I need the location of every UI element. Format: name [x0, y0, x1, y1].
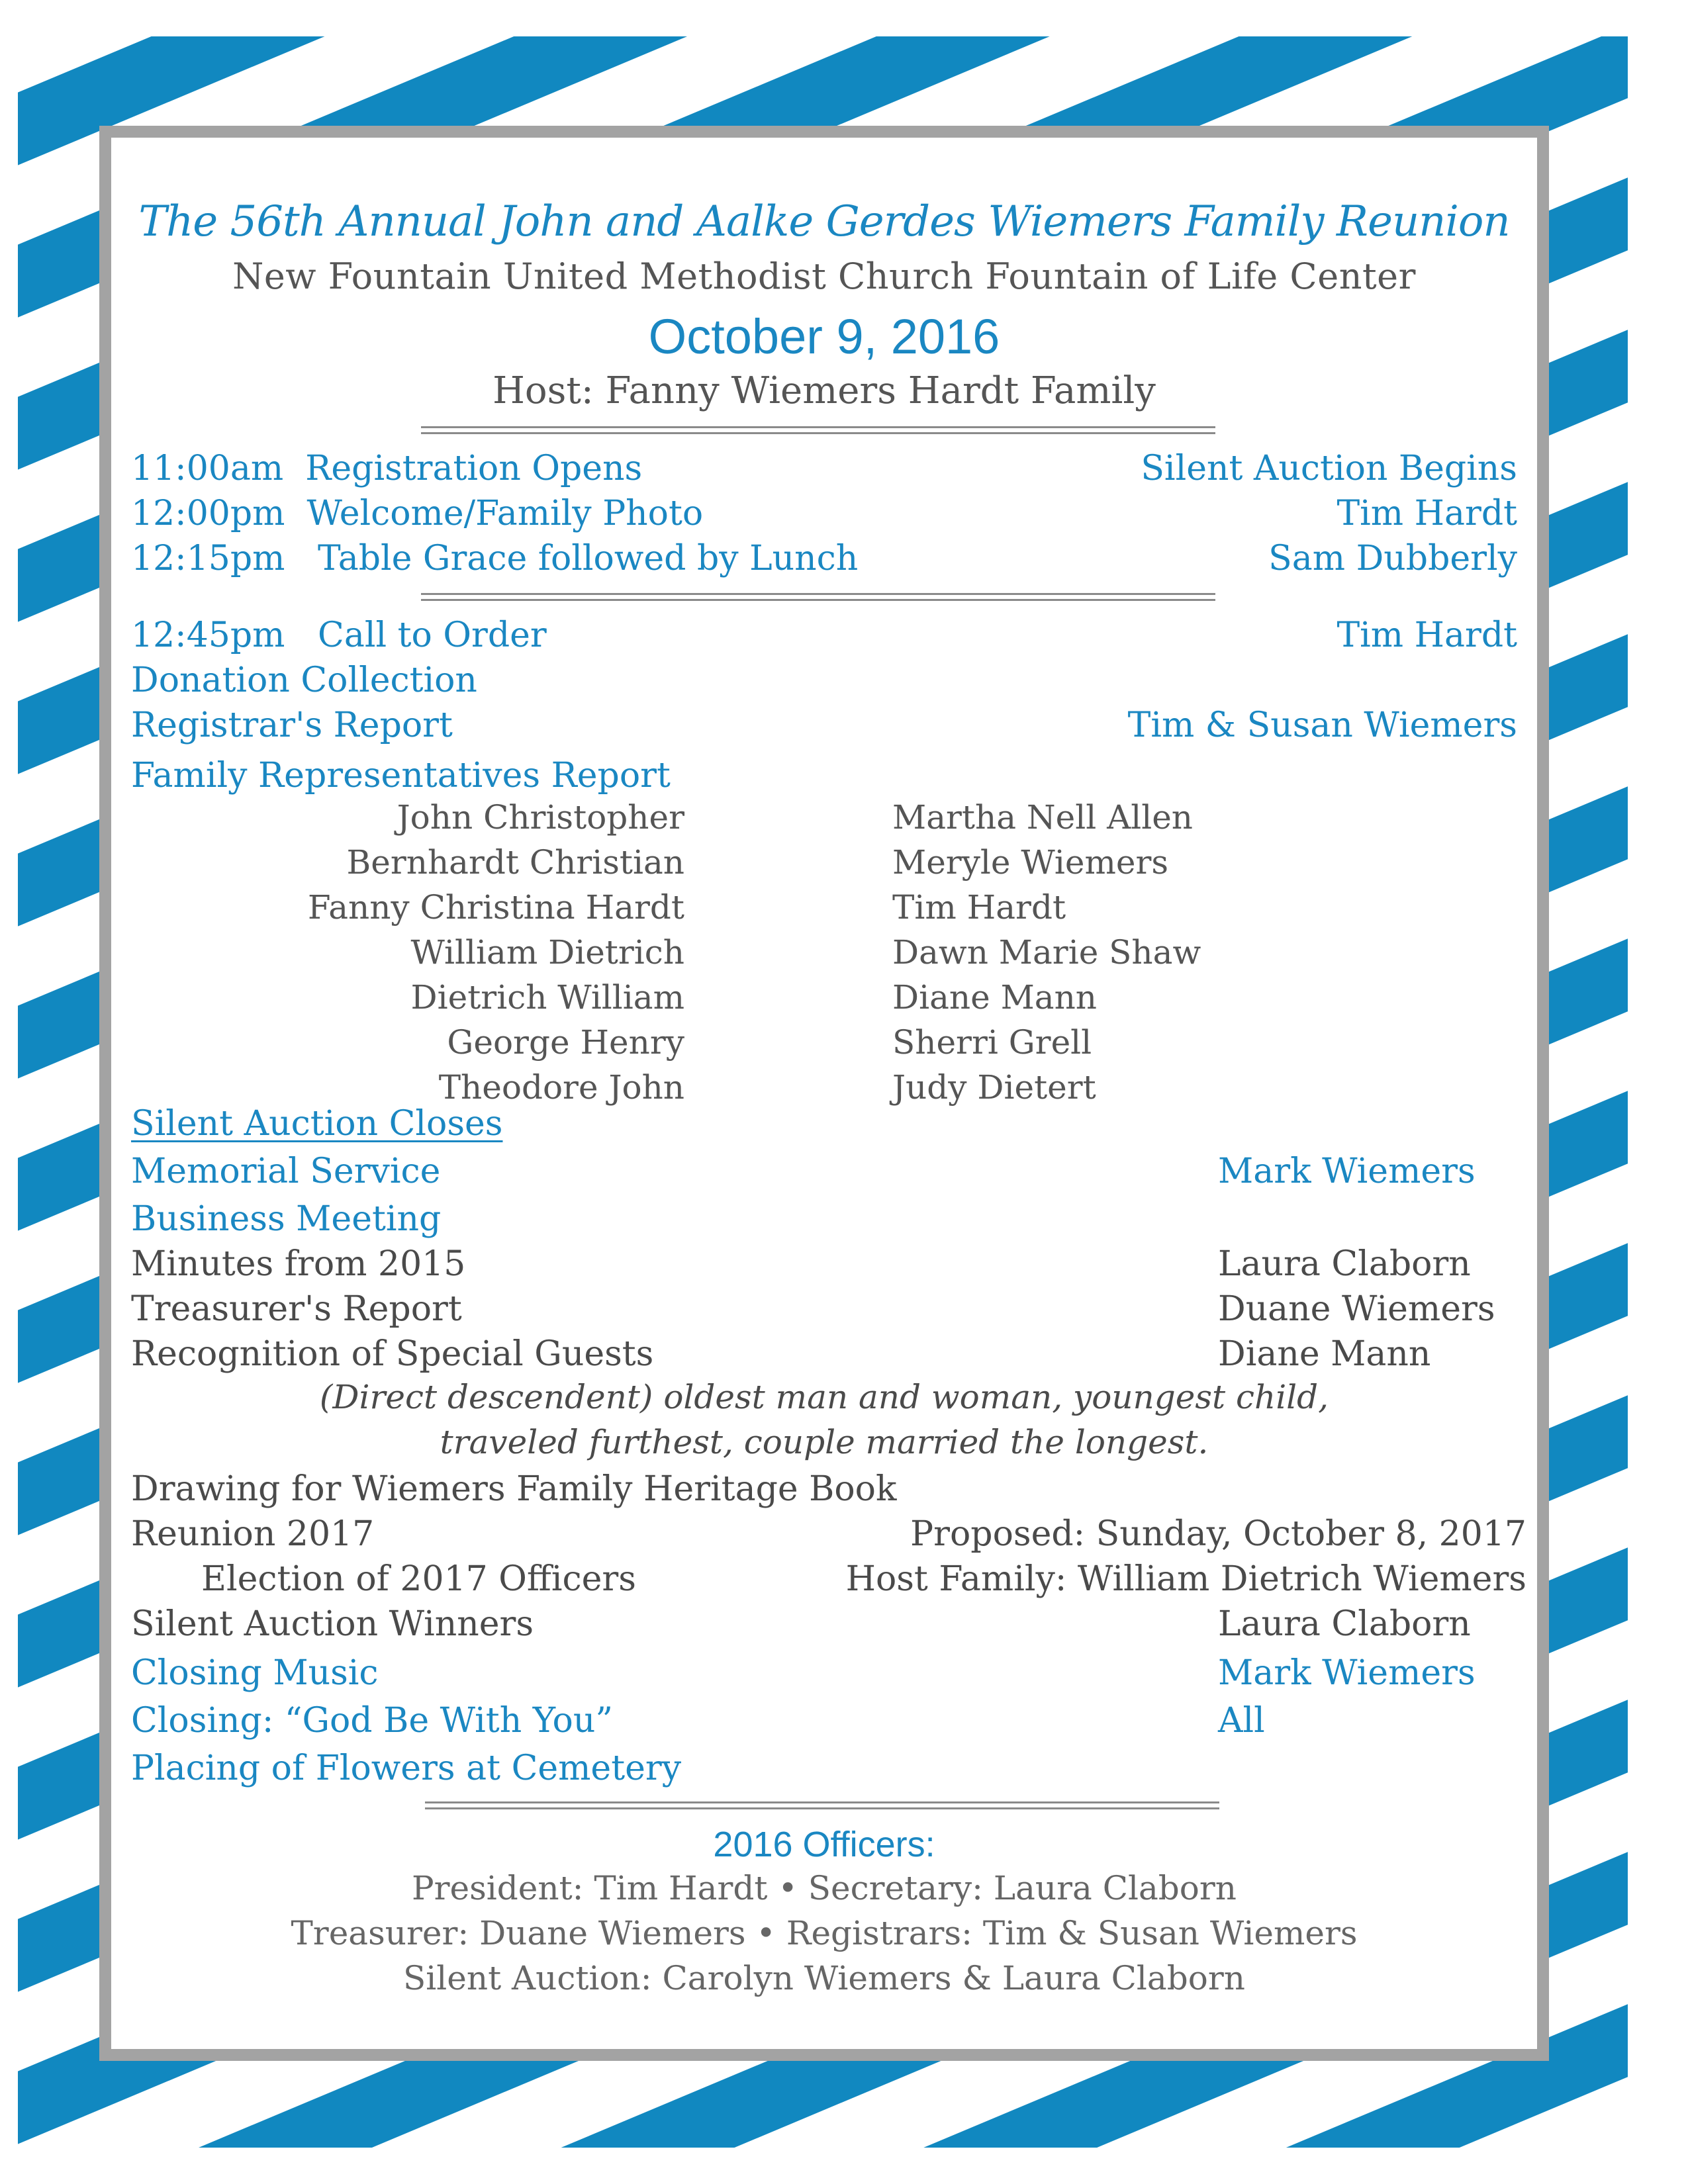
- schedule-row: [111, 494, 1537, 537]
- schedule-person: Sam Dubberly: [1268, 539, 1517, 578]
- schedule-row: [111, 449, 1537, 492]
- program-item: Recognition of Special Guests: [131, 1334, 654, 1374]
- program-item: 12:45pm Call to Order: [131, 615, 547, 655]
- family-representative-name: Judy Dietert: [892, 1068, 1096, 1107]
- family-representative-name: Meryle Wiemers: [892, 843, 1169, 882]
- officers-line: Silent Auction: Carolyn Wiemers & Laura Claborn: [403, 1959, 1245, 1997]
- family-branch-name: Dietrich William: [410, 978, 684, 1017]
- program-row: [111, 1104, 1537, 1148]
- program-row: [111, 756, 1537, 799]
- program-row: [111, 1653, 1537, 1697]
- family-branch-name: William Dietrich: [410, 933, 684, 972]
- officers-heading: 2016 Officers:: [713, 1825, 935, 1864]
- program-person: All: [1218, 1701, 1265, 1741]
- program-person: Mark Wiemers: [1218, 1653, 1476, 1693]
- family-branch-name: Theodore John: [438, 1068, 684, 1107]
- family-representative-name: Dawn Marie Shaw: [892, 933, 1201, 972]
- family-representative-name: Diane Mann: [892, 978, 1097, 1017]
- program-row: [111, 1469, 1537, 1513]
- officers-line: Treasurer: Duane Wiemers • Registrars: Tim & Susan Wiemers: [291, 1914, 1358, 1952]
- program-person: Mark Wiemers: [1218, 1152, 1476, 1191]
- program-row: [111, 705, 1537, 749]
- program-person: Duane Wiemers: [1218, 1289, 1495, 1329]
- family-branch-name: George Henry: [447, 1023, 684, 1062]
- program-person: Tim Hardt: [1336, 615, 1517, 655]
- program-row: [111, 1199, 1537, 1243]
- program-item: Election of 2017 Officers: [201, 1559, 636, 1599]
- program-person: Tim & Susan Wiemers: [1127, 705, 1517, 745]
- family-representative-name: Tim Hardt: [892, 888, 1066, 927]
- section-heading: Family Representatives Report: [131, 756, 671, 796]
- recognition-note: (Direct descendent) oldest man and woman, youngest child,: [319, 1378, 1329, 1416]
- program-item: Closing Music: [131, 1653, 379, 1693]
- family-branch-name: Fanny Christina Hardt: [307, 888, 684, 927]
- venue-line: New Fountain United Methodist Church Fountain of Life Center: [232, 255, 1416, 297]
- family-representative-name: Sherri Grell: [892, 1023, 1092, 1062]
- program-row: [111, 1604, 1537, 1648]
- schedule-person: Tim Hardt: [1336, 494, 1517, 533]
- program-row: [111, 1514, 1537, 1558]
- program-item: Memorial Service: [131, 1152, 441, 1191]
- program-item: Closing: “God Be With You”: [131, 1701, 613, 1741]
- program-item: Placing of Flowers at Cemetery: [131, 1749, 682, 1788]
- recognition-note: traveled furthest, couple married the longest.: [440, 1423, 1209, 1461]
- program-row: [111, 1334, 1537, 1378]
- divider: [425, 1801, 1219, 1809]
- program-frame: [99, 126, 1549, 2061]
- schedule-time-event: 12:00pm Welcome/Family Photo: [131, 494, 704, 533]
- schedule-person: Silent Auction Begins: [1141, 449, 1517, 488]
- program-person: Laura Claborn: [1218, 1604, 1471, 1644]
- section-heading: Business Meeting: [131, 1199, 442, 1239]
- family-branch-name: John Christopher: [397, 798, 684, 837]
- schedule-row: [111, 539, 1537, 582]
- program-person: Diane Mann: [1218, 1334, 1431, 1374]
- schedule-time-event: 11:00am Registration Opens: [131, 449, 643, 488]
- program-detail: Proposed: Sunday, October 8, 2017: [910, 1514, 1526, 1554]
- program-row: [111, 1749, 1537, 1792]
- program-detail: Host Family: William Dietrich Wiemers: [845, 1559, 1526, 1599]
- program-person: Laura Claborn: [1218, 1244, 1471, 1284]
- program-item: Minutes from 2015: [131, 1244, 466, 1284]
- host-line: Host: Fanny Wiemers Hardt Family: [492, 369, 1156, 412]
- reunion-title: The 56th Annual John and Aalke Gerdes Wiemers Family Reunion: [138, 197, 1510, 246]
- family-representative-name: Martha Nell Allen: [892, 798, 1194, 837]
- officers-line: President: Tim Hardt • Secretary: Laura Claborn: [412, 1869, 1237, 1907]
- program-item: Silent Auction Closes: [131, 1104, 503, 1144]
- schedule-time-event: 12:15pm Table Grace followed by Lunch: [131, 539, 859, 578]
- program-row: [111, 1152, 1537, 1195]
- stripe: [0, 0, 1688, 21]
- program-row: [111, 615, 1537, 659]
- program-row: [111, 1289, 1537, 1333]
- program-item: Registrar's Report: [131, 705, 453, 745]
- divider: [421, 593, 1215, 601]
- program-item: Drawing for Wiemers Family Heritage Book: [131, 1469, 897, 1509]
- program-item: Donation Collection: [131, 660, 477, 700]
- program-row: [111, 1244, 1537, 1288]
- divider: [421, 426, 1215, 434]
- program-row: [111, 660, 1537, 704]
- event-date: October 9, 2016: [648, 309, 1000, 364]
- program-item: Treasurer's Report: [131, 1289, 462, 1329]
- program-row: [111, 1701, 1537, 1745]
- family-branch-name: Bernhardt Christian: [346, 843, 684, 882]
- program-item: Silent Auction Winners: [131, 1604, 534, 1644]
- program-row: [111, 1559, 1537, 1603]
- program-item: Reunion 2017: [131, 1514, 375, 1554]
